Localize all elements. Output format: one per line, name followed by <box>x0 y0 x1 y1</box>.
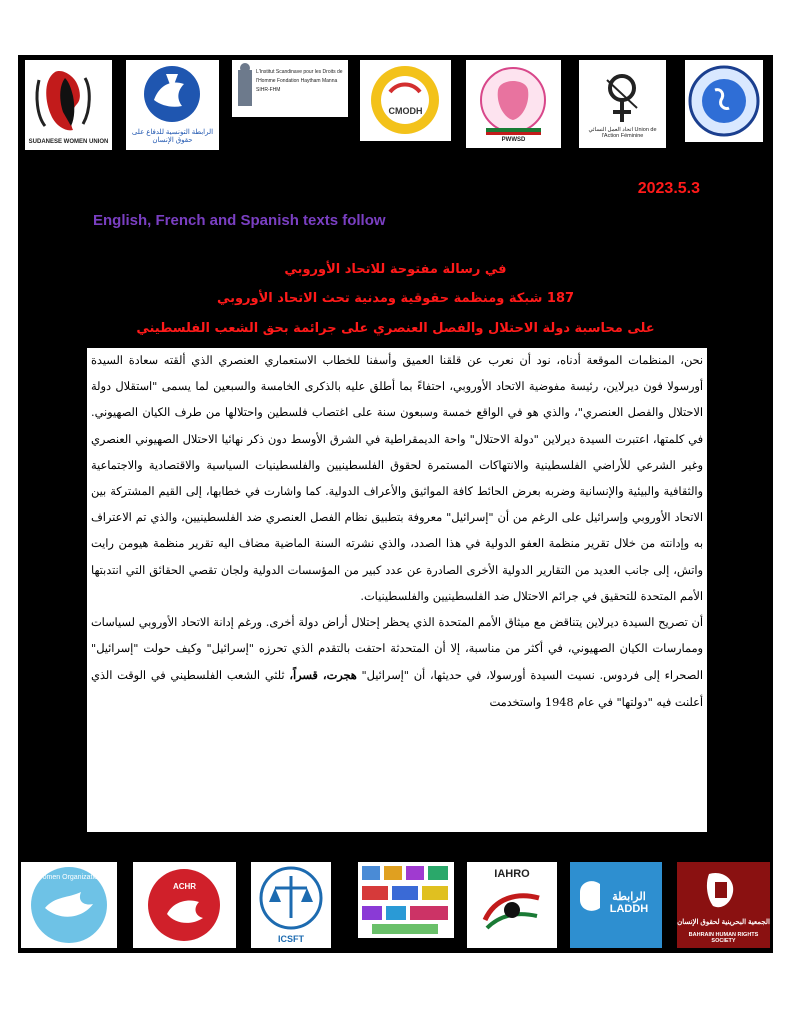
logo-caption: L'Institut Scandinave pour les Droits de l'Homme Fondation Haytham Manna SIHR-FHM <box>256 69 343 93</box>
iahro-logo <box>467 862 557 948</box>
paragraph-2-bold: هجرت، قسراً، <box>289 668 357 683</box>
organizations-collage-logo <box>358 862 454 938</box>
paragraph-1: نحن، المنظمات الموقعة أدناه، نود أن نعرب عن قلقنا العميق وأسفنا للخطاب الاستعماري العنصري الذي ألقته سعادة السيدة أورسولا فون ديرلاين، رئيسة مفوضية الاتحاد الأوروبي، احتفاءً بما أطلق عليه بالذكرى الخامسة والسبعين لما يسمى "استقلال دولة الاحتلال والفصل العنصري"، والذي هو في الواقع خمسة وسبعون سنة على اغتصاب فلسطين واحتلالها من طرف الكيان الصهيوني. في كلمتها، اعتبرت السيدة ديرلاين "دولة الاحتلال" واحة الديمقراطية في الشرق الأوسط دون ذكر نهائيا الاحتلال الصهيوني العنصري وغير الشرعي للأراضي الفلسطينية والانتهاكات المستمرة لحقوق الفلسطينيين والفلسطينيات السياسية والاقتصادية والاجتماعية والثقافية والبيئية والإنسانية وضربه بعرض الحائط كافة المواثيق والأعراف الدولية. كما واشارت في خطابها، إلى القيم المشتركة بين الاتحاد الأوروبي وإسرائيل على الرغم من أن "إسرائيل" معروفة بتطبيق نظام الفصل العنصري ضد الفلسطينيين، والذي تم الاعتراف به وإدانته من خلال تقرير منظمة العفو الدولية في هذا الصدد، والذي نشرته السنة الماضية مضاف اليه تقرير منظمة هيومن رايت واتش، إلى جانب العديد من التقارير الدولية الأخرى الصادرة عن عدد كبير من المؤسسات الدولية ولجان تقصي الحقائق التي انتدبتها الأمم المتحدة للتحقيق في جرائم الاحتلال ضد الفلسطينيين والفلسطينيات. <box>91 354 703 603</box>
icsft-logo <box>251 862 331 948</box>
logo-caption: اتحاد العمل النسائي Union de l'Action Féminine <box>588 127 657 139</box>
logo-caption: CMODH <box>388 106 423 116</box>
logo-caption: IAHRO <box>494 868 530 880</box>
tunisian-league-human-rights-logo <box>126 60 219 150</box>
title-line-3: على محاسبة دولة الاحتلال والفصل العنصري على جرائمة بحق الشعب الفلسطيني <box>136 321 655 336</box>
title-line-1: في رسالة مفتوحة للاتحاد الأوروبي <box>284 262 507 277</box>
bahrain-association-globe-logo <box>685 60 763 142</box>
date-label: 2023.5.3 <box>637 180 700 197</box>
paragraph-2-start: أن تصريح السيدة ديرلاين يتناقض مع ميثاق الأمم المتحدة الذي يحظر إحتلال أراض دولة أخرى. ورغم إدانة الاتحاد الأوروبي لسياسات وممارسات الكيان الصهيوني، في أكثر من مناسبة، إلا أن المتحدثة احتفت بالتقدم الذي تحرزه "إسرائيل" وكيف حولت "إسرائيل" الصحراء إلى فردوس. نسيت السيدة أورسولا، في حديثها، أن "إسرائيل" <box>91 616 703 683</box>
logo-caption: BAHRAIN HUMAN RIGHTS SOCIETY <box>688 932 759 944</box>
bahrain-human-rights-society-logo <box>677 862 770 948</box>
laddh-logo <box>570 862 662 948</box>
pwwsd-logo <box>466 60 561 148</box>
sudanese-women-union-logo <box>25 60 112 150</box>
logo-caption: SUDANESE WOMEN UNION <box>28 139 109 145</box>
logo-caption: ACHR <box>172 882 197 891</box>
paragraph-2 <box>91 610 703 716</box>
logo-caption: Women Organization <box>36 874 102 881</box>
union-action-feminine-logo <box>579 60 666 148</box>
logo-caption: ICSFT <box>278 934 304 944</box>
achr-logo <box>133 862 236 948</box>
logo-caption: PWWSD <box>501 137 526 143</box>
cmodh-logo <box>360 60 451 141</box>
paragraph-2-end: ثلثي الشعب الفلسطيني في الوقت الذي أعلنت فيه "دولتها" في عام 1948 واستخدمت <box>91 669 703 709</box>
logo-caption: الرابطة التونسية للدفاع على حقوق الإنسان <box>131 129 214 144</box>
logo-caption: الرابطة LADDH <box>609 891 649 915</box>
scandinavian-institute-human-rights-logo <box>232 60 348 117</box>
languages-note: English, French and Spanish texts follow <box>93 212 386 229</box>
letter-body <box>87 348 707 832</box>
logo-caption-arabic: الجمعية البحرينية لحقوق الإنسان <box>677 919 770 926</box>
title-line-2: 187 شبكة ومنظمة حقوقية ومدنية تحث الاتحاد الأوروبي <box>216 291 575 306</box>
women-organization-dove-logo <box>21 862 117 948</box>
